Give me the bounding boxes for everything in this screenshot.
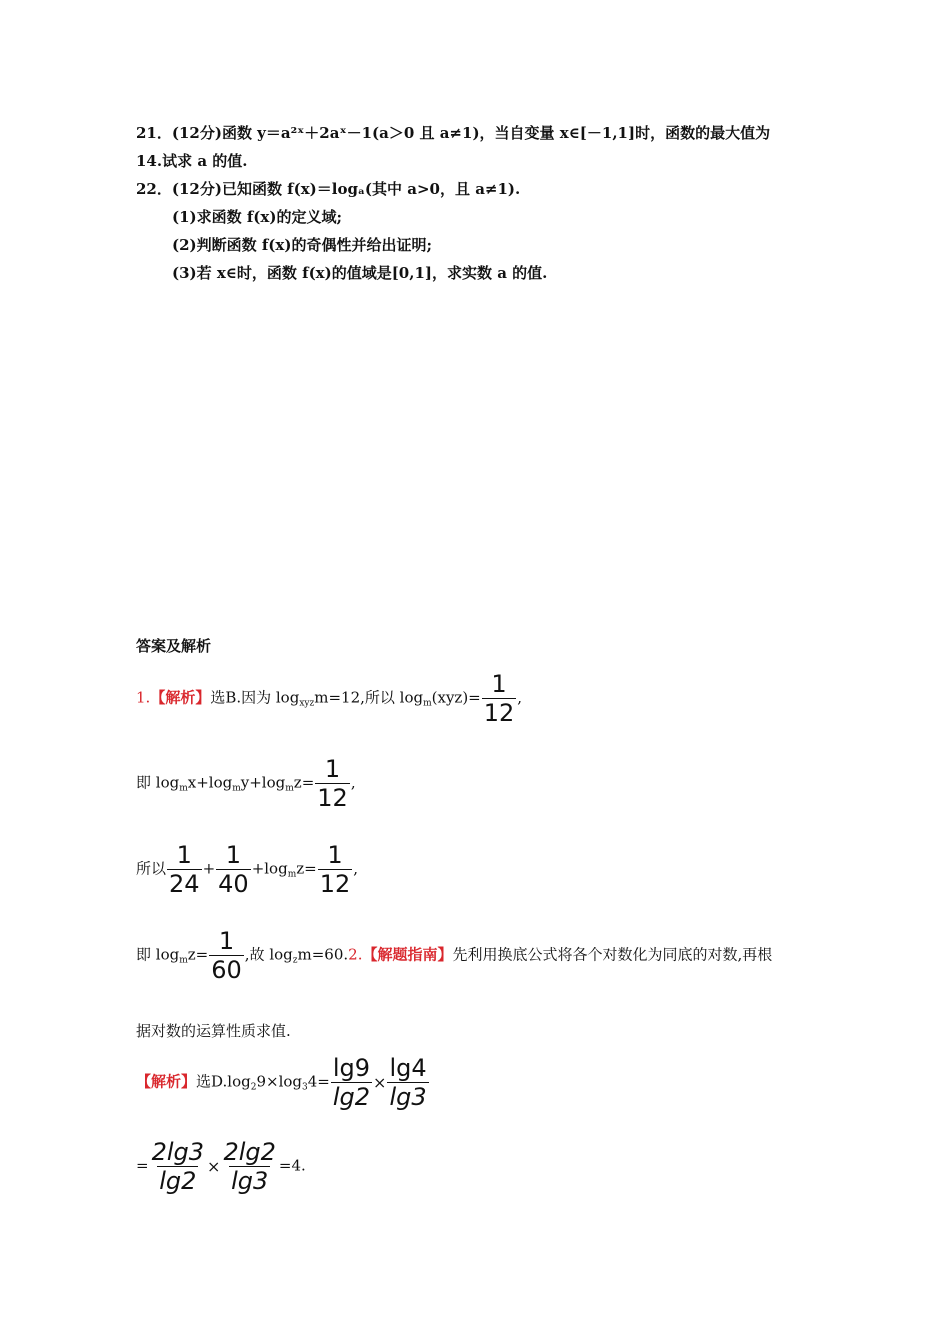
denominator: 60 [211,956,242,984]
jiexi-tag: 【解析】 [150,688,211,707]
denominator: lg3 [389,1083,427,1111]
subscript: z [292,955,298,966]
numerator: 2lg3 [151,1138,205,1166]
denominator: 12 [319,870,351,898]
fraction [216,841,251,898]
numerator: 1 [225,841,242,869]
denominator: lg2 [332,1083,371,1111]
answer-1-line [136,670,522,727]
numerator: 2lg2 [223,1138,276,1166]
text: z= [187,945,209,964]
subscript: m [179,955,188,966]
comma: , [353,859,359,878]
problem-21-line-1: 21．(12分)函数 y＝a²ˣ＋2aˣ－1(a＞0 且 a≠1)，当自变量 x∈[－1,1]时，函数的最大值为 [136,124,771,142]
answer-1-result-line [136,927,772,984]
problem-22-line-1: 22．(12分)已知函数 f(x)＝logₐ(其中 a>0，且 a≠1). [136,180,521,198]
fraction [482,670,517,727]
answer-1-so-line [136,841,358,898]
fraction [387,1054,428,1111]
answer-number: 1. [136,688,151,707]
answer-2-result-line [136,1138,306,1195]
denominator: 40 [218,870,249,898]
text: 9×log [256,1072,302,1091]
denominator: lg3 [231,1167,269,1195]
text: x+log [187,773,233,792]
numerator: 1 [176,841,192,869]
text: 即 log [136,945,180,964]
equals: = [136,1156,149,1175]
text: 所以 [136,859,167,878]
problem-22-question-2: (2)判断函数 f(x)的奇偶性并给出证明; [172,236,432,254]
fraction [331,1054,372,1111]
text: z= [293,773,315,792]
times: × [373,1073,387,1092]
subscript: m [285,783,294,794]
denominator: 12 [483,699,515,727]
text: 选B.因为 log [210,688,300,707]
text: y+log [240,773,286,792]
text: 选D.log [196,1072,251,1091]
text: m=60. [297,945,349,964]
comma: , [517,688,523,707]
text: +log [251,859,288,878]
numerator: 1 [218,927,235,955]
denominator: lg2 [159,1167,197,1195]
text: z= [296,859,317,878]
answer-1-sum-line [136,755,356,812]
numerator: 1 [324,755,341,783]
numerator: lg4 [389,1054,427,1082]
guide-tag: 【解题指南】 [362,945,453,964]
text: m=12,所以 log [314,688,424,707]
comma: , [350,773,356,792]
fraction [209,927,244,984]
subscript: m [423,698,432,709]
denominator: 24 [169,870,200,898]
text: 4= [307,1072,330,1091]
times: × [207,1157,221,1176]
text: 即 log [136,773,180,792]
answer-2-line [136,1054,430,1111]
fraction [318,841,353,898]
subscript: xyz [299,698,315,709]
problem-22-question-1: (1)求函数 f(x)的定义域; [172,208,342,226]
answers-heading: 答案及解析 [136,637,212,655]
jiexi-tag: 【解析】 [136,1072,197,1091]
answer-2-guide-continued: 据对数的运算性质求值. [136,1022,291,1040]
subscript: m [287,869,297,880]
plus: + [202,859,216,878]
fraction [315,755,350,812]
text: 先利用换底公式将各个对数化为同底的对数,再根 [452,945,773,964]
fraction [221,1138,277,1195]
problem-21-line-2: 14.试求 a 的值. [136,152,248,170]
result: =4. [278,1156,306,1175]
fraction [150,1138,206,1195]
numerator: 1 [327,841,343,869]
subscript: 2 [250,1082,257,1093]
numerator: lg9 [332,1054,371,1082]
text: (xyz)= [431,688,481,707]
subscript: 3 [302,1082,308,1093]
denominator: 12 [317,784,348,812]
answer-number: 2. [348,945,363,964]
text: ,故 log [244,945,293,964]
problem-22-question-3: (3)若 x∈时，函数 f(x)的值域是[0,1]，求实数 a 的值. [172,264,548,282]
subscript: m [179,783,188,794]
numerator: 1 [491,670,507,698]
subscript: m [232,783,241,794]
fraction [167,841,202,898]
